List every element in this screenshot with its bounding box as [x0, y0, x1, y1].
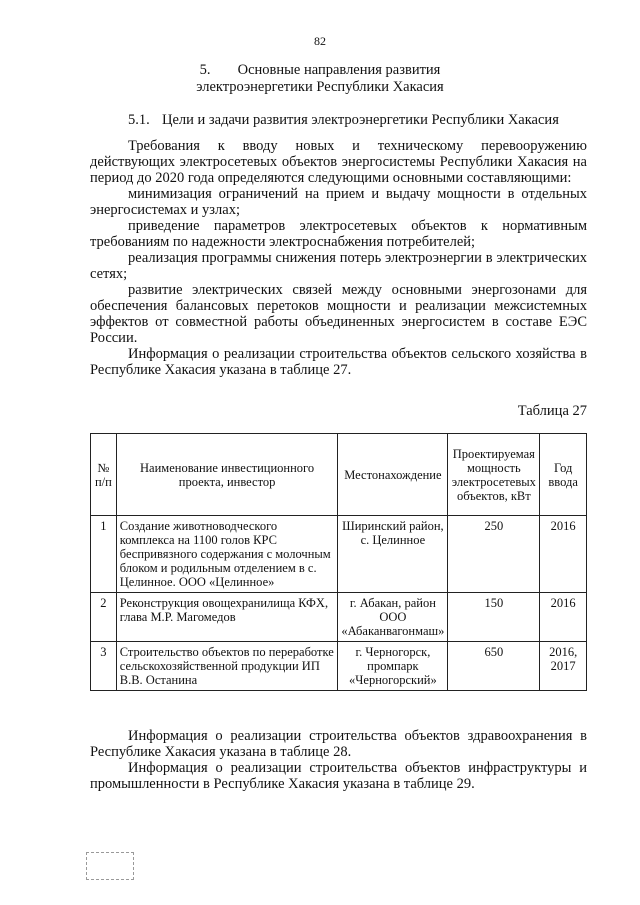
cell-name: Строительство объектов по переработке сельскохозяйственной продукции ИП В.В. Останина: [116, 642, 338, 691]
data-table: [90, 433, 587, 691]
table-row: [91, 516, 587, 593]
cell-location: г. Черногорск, промпарк «Черногорский»: [338, 642, 448, 691]
paragraph: реализация программы снижения потерь электроэнергии в электрических сетях;: [90, 250, 587, 282]
registration-stamp: [86, 852, 134, 880]
cell-location: г. Абакан, район ООО «Абаканвагонмаш»: [338, 593, 448, 642]
cell-power: 150: [448, 593, 540, 642]
cell-num: 1: [91, 516, 117, 593]
header-location: Местонахождение: [338, 434, 448, 516]
table-caption: Таблица 27: [517, 403, 587, 419]
header-num: № п/п: [91, 434, 117, 516]
paragraph: Информация о реализации строительства объектов здравоохранения в Республике Хакасия указана в таблице 28.: [90, 728, 587, 760]
paragraph: Информация о реализации строительства объектов инфраструктуры и промышленности в Республике Хакасия указана в таблице 29.: [90, 760, 587, 792]
cell-power: 650: [448, 642, 540, 691]
cell-num: 2: [91, 593, 117, 642]
cell-location: Ширинский район, с. Целинное: [338, 516, 448, 593]
page-number: 82: [314, 34, 326, 48]
header-year: Год ввода: [540, 434, 587, 516]
cell-year: 2016: [540, 516, 587, 593]
paragraph: Информация о реализации строительства объектов сельского хозяйства в Республике Хакасия указана в таблице 27.: [90, 346, 587, 378]
section-title-line1: Основные направления развития: [237, 62, 441, 78]
table-header-row: [91, 434, 587, 516]
table-row: [91, 593, 587, 642]
paragraph: Требования к вводу новых и техническому перевооружению действующих электросетевых объектов энергосистемы Республики Хакасия на период до 2020 года определяются следующими основными составляющими:: [90, 138, 587, 186]
table-row: [91, 642, 587, 691]
section-number: 5.: [199, 62, 211, 78]
cell-num: 3: [91, 642, 117, 691]
paragraph: развитие электрических связей между основными энергозонами для обеспечения балансовых перетоков мощности и реализации межсистемных эффектов от совместной работы объединенных энергосистем в составе ЕЭС России.: [90, 282, 587, 346]
paragraph: минимизация ограничений на прием и выдачу мощности в отдельных энергосистемах и узлах;: [90, 186, 587, 218]
cell-year: 2016, 2017: [540, 642, 587, 691]
after-table-text: [90, 728, 587, 792]
subsection-title-text: Цели и задачи развития электроэнергетики Республики Хакасия: [162, 112, 559, 128]
cell-name: Реконструкция овощехранилища КФХ, глава М.Р. Магомедов: [116, 593, 338, 642]
header-power: Проектируемая мощность электросетевых объектов, кВт: [448, 434, 540, 516]
subsection-title: [128, 112, 559, 129]
subsection-number: 5.1.: [128, 112, 150, 128]
paragraph: приведение параметров электросетевых объектов к нормативным требованиям по надежности электроснабжения потребителей;: [90, 218, 587, 250]
cell-year: 2016: [540, 593, 587, 642]
cell-power: 250: [448, 516, 540, 593]
intro-text: [90, 138, 587, 378]
header-name: Наименование инвестиционного проекта, инвестор: [116, 434, 338, 516]
cell-name: Создание животноводческого комплекса на 1100 голов КРС беспривязного содержания с молочным блоком и родильным отделением в с. Целинное. ООО «Целинное»: [116, 516, 338, 593]
section-title-line2: электроэнергетики Республики Хакасия: [196, 79, 444, 95]
section-title: [0, 62, 640, 96]
